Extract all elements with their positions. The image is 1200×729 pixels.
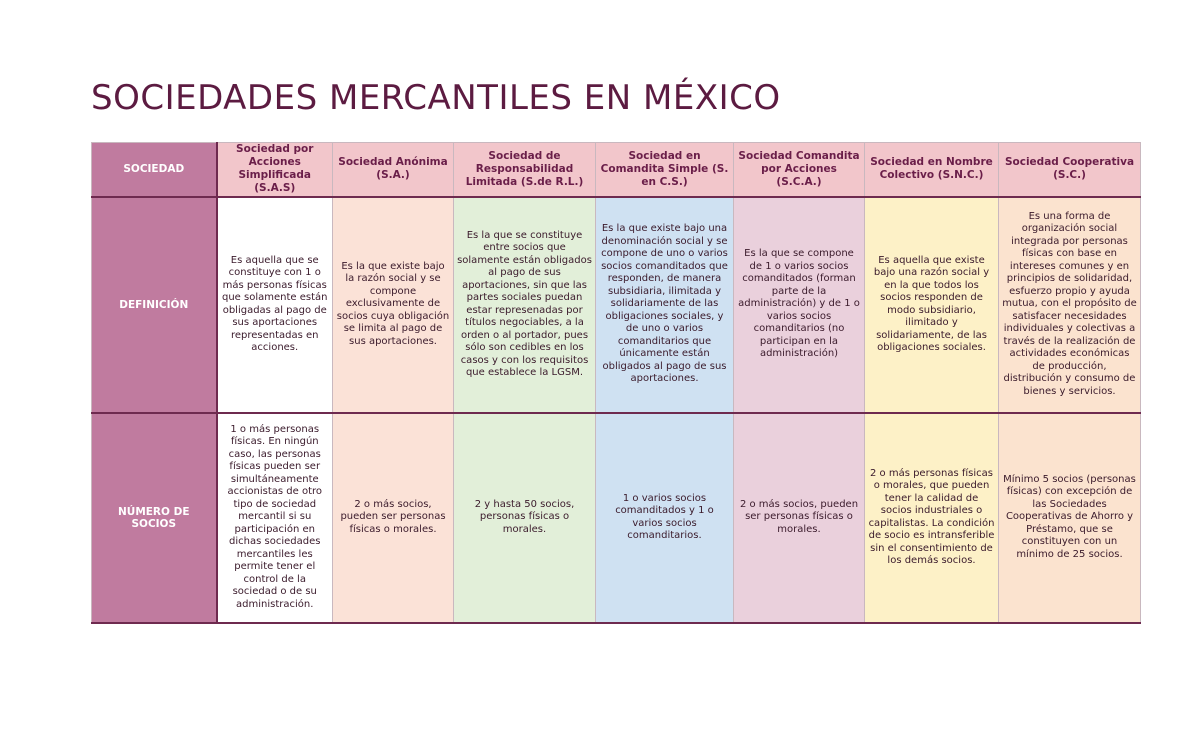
socios-cell-sc: Mínimo 5 socios (personas físicas) con excepción de las Sociedades Cooperativas de Ahorro y Préstamo, que se constituyen con un mínimo de 25 socios. xyxy=(999,413,1141,623)
page-title: SOCIEDADES MERCANTILES EN MÉXICO xyxy=(91,78,781,118)
socios-cell-sa: 2 o más socios, pueden ser personas físicas o morales. xyxy=(333,413,454,623)
definition-cell-sa: Es la que existe bajo la razón social y se compone exclusivamente de socios cuya obligación se limita al pago de sus aportaciones. xyxy=(333,197,454,413)
row-header-definicion: DEFINICIÓN xyxy=(92,197,217,413)
column-header-srl: Sociedad de Responsabilidad Limitada (S.de R.L.) xyxy=(454,143,596,197)
column-header-sca: Sociedad Comandita por Acciones (S.C.A.) xyxy=(734,143,865,197)
table-row xyxy=(92,413,1141,623)
row-header-numero-socios: NÚMERO DE SOCIOS xyxy=(92,413,217,623)
definition-cell-sca: Es la que se compone de 1 o varios socios comanditados (forman parte de la administración) y de 1 o varios socios comanditarios (no participan en la administración) xyxy=(734,197,865,413)
column-header-scs: Sociedad en Comandita Simple (S. en C.S.) xyxy=(596,143,734,197)
socios-cell-sas: 1 o más personas físicas. En ningún caso, las personas físicas pueden ser simultáneamente accionistas de otro tipo de sociedad mercantil si su participación en dichas sociedades mercantiles les permite tener el control de la sociedad o de su administración. xyxy=(217,413,333,623)
column-header-sas: Sociedad por Acciones Simplificada (S.A.S) xyxy=(217,143,333,197)
socios-cell-sca: 2 o más socios, pueden ser personas físicas o morales. xyxy=(734,413,865,623)
socios-cell-snc: 2 o más personas físicas o morales, que pueden tener la calidad de socios industriales o capitalistas. La condición de socio es intransferible sin el consentimiento de los demás socios. xyxy=(865,413,999,623)
definition-cell-snc: Es aquella que existe bajo una razón social y en la que todos los socios responden de modo subsidiario, ilimitado y solidariamente, de las obligaciones sociales. xyxy=(865,197,999,413)
corner-header: SOCIEDAD xyxy=(92,143,217,197)
socios-cell-scs: 1 o varios socios comanditados y 1 o varios socios comanditarios. xyxy=(596,413,734,623)
definition-cell-sas: Es aquella que se constituye con 1 o más personas físicas que solamente están obligadas al pago de sus aportaciones representadas en acciones. xyxy=(217,197,333,413)
header-row xyxy=(92,143,1141,197)
column-header-snc: Sociedad en Nombre Colectivo (S.N.C.) xyxy=(865,143,999,197)
definition-cell-scs: Es la que existe bajo una denominación social y se compone de uno o varios socios comanditados que responden, de manera subsidiaria, ilimitada y solidariamente de las obligaciones sociales, y de uno o varios comanditarios que únicamente están obligados al pago de sus aportaciones. xyxy=(596,197,734,413)
comparison-table xyxy=(91,142,1141,624)
definition-cell-srl: Es la que se constituye entre socios que solamente están obligados al pago de sus aportaciones, sin que las partes sociales puedan estar represenadas por títulos negociables, a la orden o al portador, pues sólo son cedibles en los casos y con los requisitos que establece la LGSM. xyxy=(454,197,596,413)
table-row xyxy=(92,197,1141,413)
column-header-sc: Sociedad Cooperativa (S.C.) xyxy=(999,143,1141,197)
socios-cell-srl: 2 y hasta 50 socios, personas físicas o morales. xyxy=(454,413,596,623)
definition-cell-sc: Es una forma de organización social integrada por personas físicas con base en intereses comunes y en principios de solidaridad, esfuerzo propio y ayuda mutua, con el propósito de satisfacer necesidades individuales y colectivas a través de la realización de actividades económicas de producción, distribución y consumo de bienes y servicios. xyxy=(999,197,1141,413)
column-header-sa: Sociedad Anónima (S.A.) xyxy=(333,143,454,197)
